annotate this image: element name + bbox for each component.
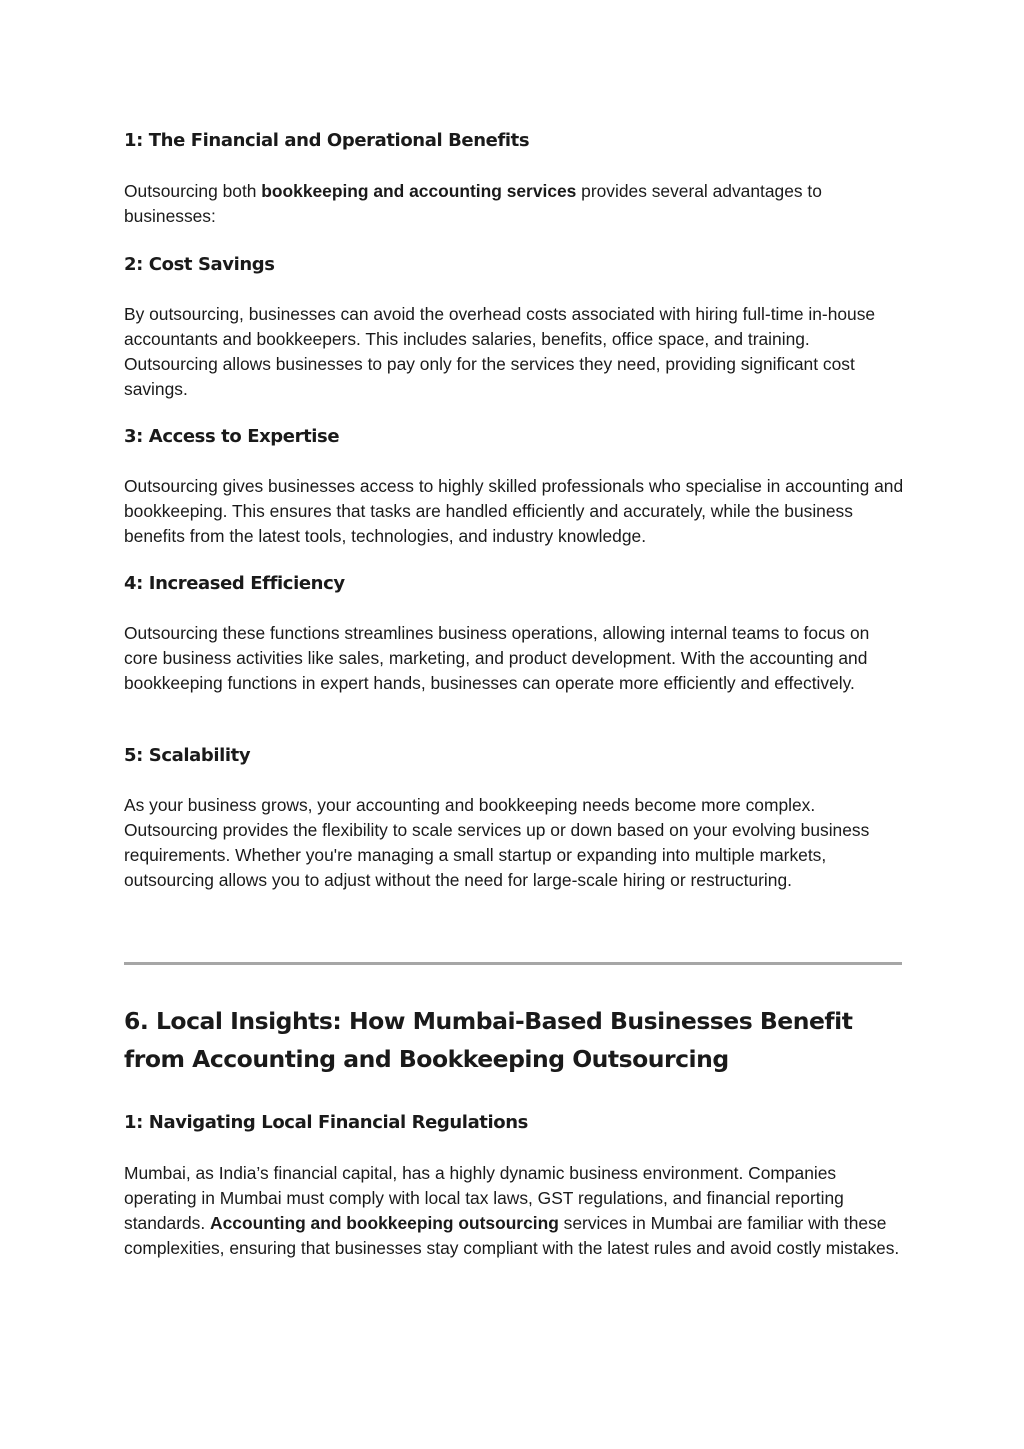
paragraph-intro-text-post: provides several advantages to businesses:: [124, 181, 822, 226]
paragraph-regulations-emphasis: Accounting and bookkeeping outsourcing: [210, 1213, 559, 1233]
paragraph-scalability: As your business grows, your accounting and bookkeeping needs become more complex. Outsourcing provides the flexibility to scale services up or down based on your evolving business requirements. Whether you're managing a small startup or expanding into multiple markets, outsourcing allows you to adjust without the need for large-scale hiring or restructuring.: [124, 795, 870, 890]
paragraph-cost-savings: By outsourcing, businesses can avoid the overhead costs associated with hiring full-time in-house accountants and bookkeepers. This includes salaries, benefits, office space, and training. Outsourcing allows businesses to pay only for the services they need, providing significant cost savings.: [124, 304, 876, 399]
paragraph-intro-emphasis: bookkeeping and accounting services: [261, 181, 577, 201]
section-divider: [124, 962, 902, 965]
paragraph-regulations-text-post: services in Mumbai are familiar with these complexities, ensuring that businesses stay compliant with the latest rules and avoid costly mistakes.: [124, 1213, 900, 1258]
heading-increased-efficiency: 4: Increased Efficiency: [124, 573, 345, 594]
heading-local-financial-regulations: 1: Navigating Local Financial Regulations: [124, 1112, 528, 1133]
paragraph-intro: [124, 179, 904, 229]
heading-cost-savings: 2: Cost Savings: [124, 254, 275, 275]
paragraph-increased-efficiency: Outsourcing these functions streamlines business operations, allowing internal teams to focus on core business activities like sales, marketing, and product development. With the accounting and bookkeeping functions in expert hands, businesses can operate more efficiently and effectively.: [124, 623, 870, 693]
heading-financial-operational-benefits: 1: The Financial and Operational Benefits: [124, 130, 530, 151]
heading-scalability: 5: Scalability: [124, 745, 251, 766]
paragraph-intro-text-pre: Outsourcing both: [124, 181, 262, 201]
heading-local-insights: 6. Local Insights: How Mumbai-Based Businesses Benefit from Accounting and Bookkeeping Outsourcing: [124, 1007, 853, 1073]
paragraph-regulations-text-pre: Mumbai, as India’s financial capital, has a highly dynamic business environment. Companies operating in Mumbai must comply with local tax laws, GST regulations, and financial reporting standards.: [124, 1163, 844, 1233]
paragraph-access-to-expertise: Outsourcing gives businesses access to highly skilled professionals who specialise in accounting and bookkeeping. This ensures that tasks are handled efficiently and accurately, while the business benefits from the latest tools, technologies, and industry knowledge.: [124, 476, 904, 546]
paragraph-local-financial-regulations: [124, 1161, 904, 1261]
heading-access-to-expertise: 3: Access to Expertise: [124, 426, 340, 447]
